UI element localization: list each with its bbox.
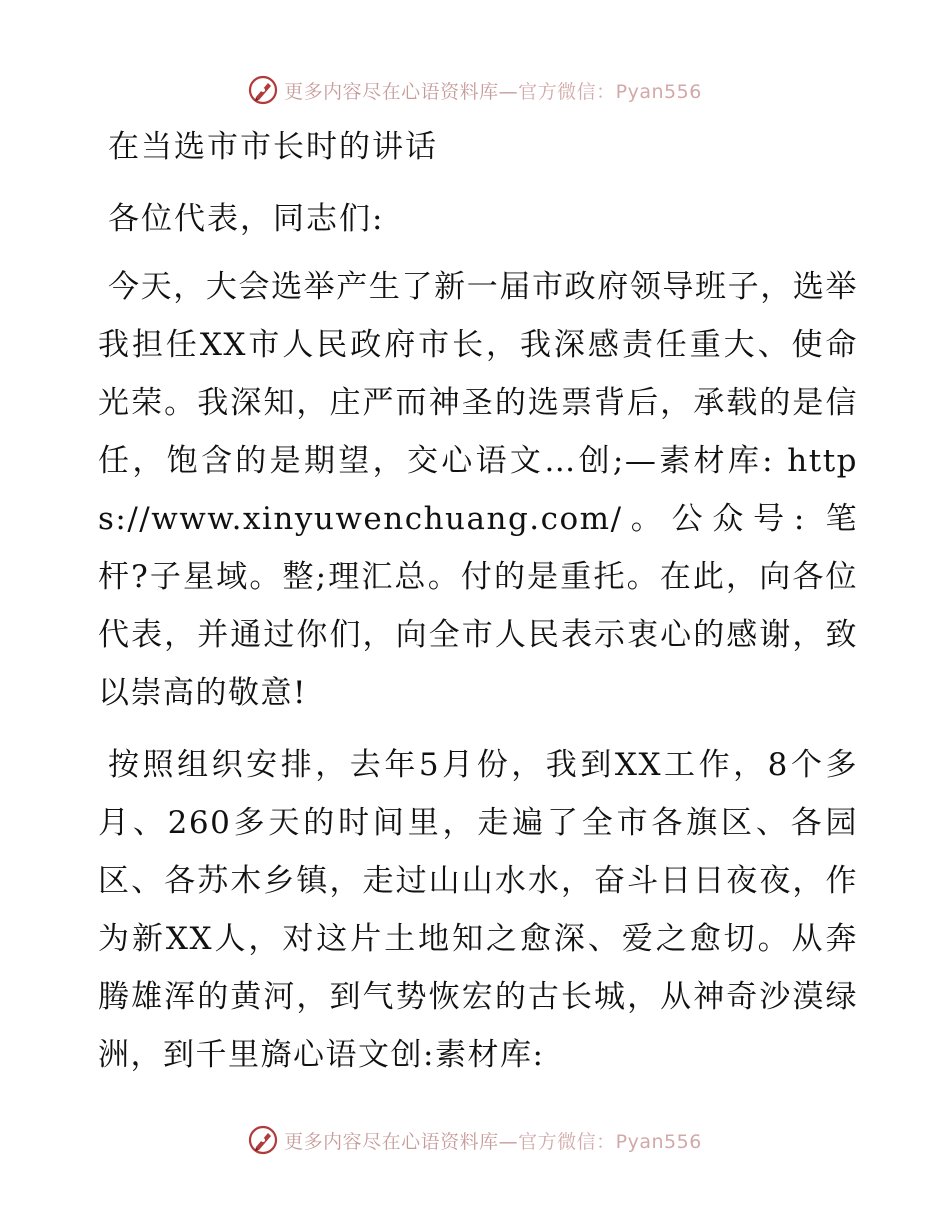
footer-banner-text: 更多内容尽在心语资料库—官方微信：Pyan556 <box>284 1130 702 1153</box>
page-title: 在当选市市长时的讲话 <box>108 129 438 165</box>
document-body <box>98 122 858 1084</box>
paragraph-2: 按照组织安排，去年5月份，我到XX工作，8个多月、260多天的时间里，走遍了全市各旗区、各园区、各苏木乡镇，走过山山水水，奋斗日日夜夜，作为新XX人，对这片土地知之愈深、爱之愈切。从奔腾雄浑的黄河，到气势恢宏的古长城，从神奇沙漠绿洲，到千里旖心语文创:素材库: <box>98 747 858 1073</box>
footer-banner <box>0 1120 950 1160</box>
header-banner-text: 更多内容尽在心语资料库—官方微信：Pyan556 <box>284 80 702 103</box>
header-banner <box>0 70 950 110</box>
pen-logo-icon <box>248 1125 278 1155</box>
salutation: 各位代表，同志们: <box>108 201 385 237</box>
paragraph-1: 今天，大会选举产生了新一届市政府领导班子，选举我担任XX市人民政府市长，我深感责任重大、使命光荣。我深知，庄严而神圣的选票背后，承载的是信任，饱含的是期望，交心语文…创;—素材库: https://www.xinyuwenchuang.com/。公众号: 笔杆?子星域。整;理汇总。付的是重托。在此，向各位代表，并通过你们，向全市人民表示衷心的感谢，致以崇高的敬意! <box>98 269 858 711</box>
pen-logo-icon <box>248 75 278 105</box>
